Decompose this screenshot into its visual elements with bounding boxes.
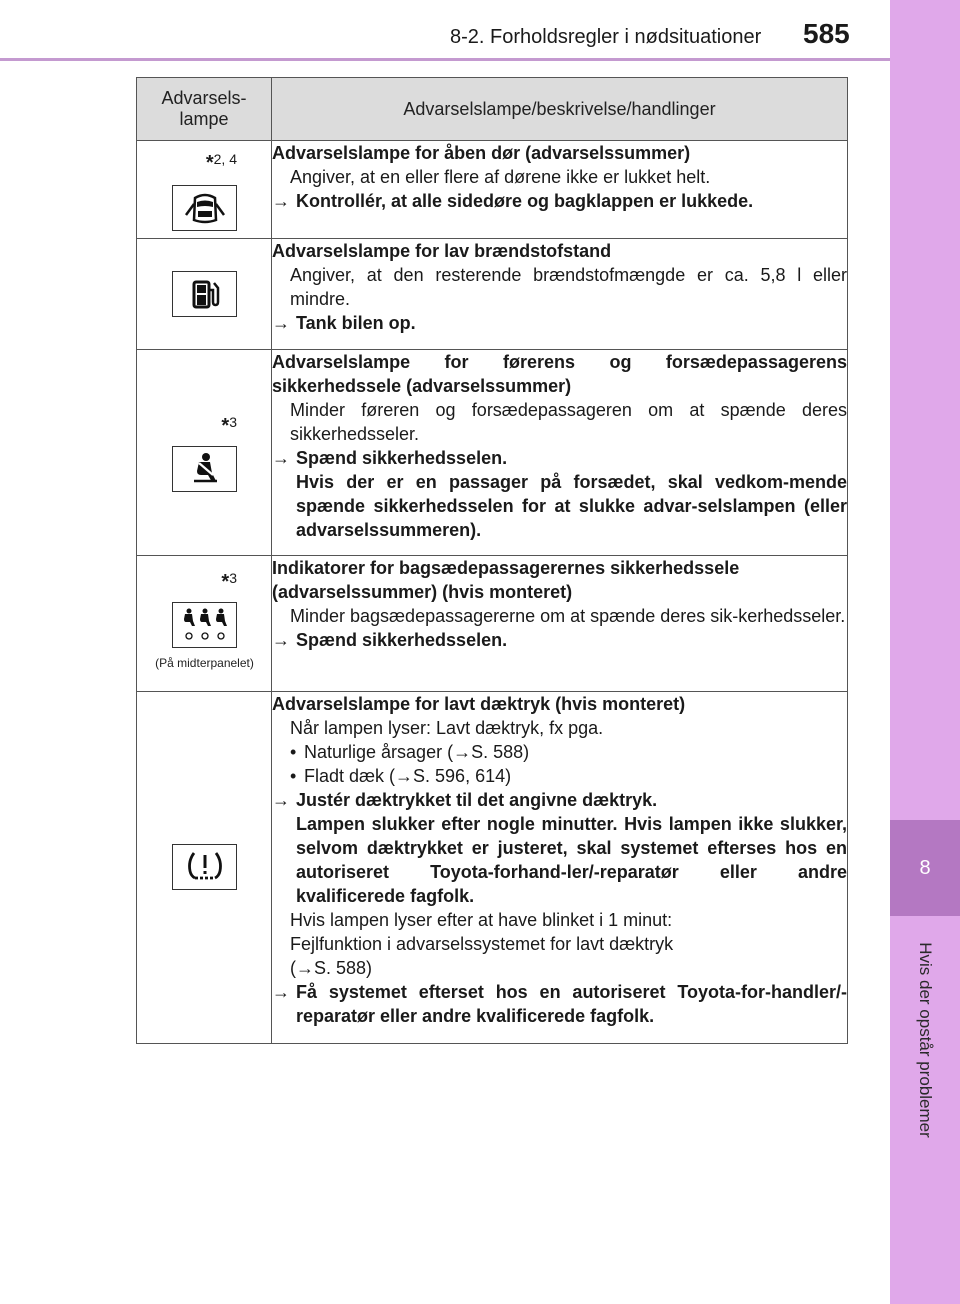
open-door-icon — [172, 185, 237, 231]
tire-pressure-icon — [172, 844, 237, 890]
table-row — [137, 141, 848, 239]
description-cell: Advarselslampe for lav brændstofstand Angiver, at den resterende brændstofmængde er ca. 5,8 l eller mindre. → Tank bilen op. — [272, 239, 848, 350]
chapter-title: Hvis der opstår problemer — [916, 942, 935, 1138]
chapter-number: 8 — [890, 820, 960, 916]
chapter-side-tab — [890, 0, 960, 1304]
table-row — [137, 692, 848, 1044]
table-row — [137, 239, 848, 350]
list-item: • Naturlige årsager (→S. 588) — [272, 740, 847, 764]
description-cell: Advarselslampe for lavt dæktryk (hvis monteret) Når lampen lyser: Lavt dæktryk, fx pga. • Naturlige årsager (→S. 588) • Fladt dæk (→S. 596, 614) → Justér dæktrykket til det angivne dæktryk. Lampen slukker efter nogle minutter. Hvis lampen ikke slukker, selvom dæktrykket er justeret, skal systemet efterses hos en autoriseret Toyota-forhand-ler/-reparatør eller andre kvalificerede fagfolk. Hvis lampen lyser efter at have blinket i 1 minut: Fejlfunktion i advarselssystemet for lavt dæktryk (→S. 588) → Få systemet efterset hos en autoriseret Toyota-for-handler/-reparatør eller andre kvalificerede fagfolk. — [272, 692, 848, 1044]
lamp-cell — [137, 141, 272, 239]
location-note: (På midterpanelet) — [155, 656, 254, 670]
list-item: • Fladt dæk (→S. 596, 614) — [272, 764, 847, 788]
lamp-cell — [137, 692, 272, 1044]
lamp-cell — [137, 556, 272, 692]
lamp-cell — [137, 350, 272, 556]
page-number: 585 — [803, 18, 850, 49]
description-cell: Advarselslampe for førerens og forsædepassagerens sikkerhedssele (advarselssummer) Minder føreren og forsædepassageren om at spænde deres sikkerhedsseler. → Spænd sikkerhedsselen. Hvis der er en passager på forsædet, skal vedkom-mende spænde sikkerhedsselen for at slukke advar-selslampen (eller advarselssummeren). — [272, 350, 848, 556]
header-lamp: Advarsels- lampe — [137, 78, 272, 141]
footnote-ref: *2, 4 — [205, 151, 237, 174]
description-cell: Advarselslampe for åben dør (advarselssummer) Angiver, at en eller flere af dørene ikke er lukket helt. → Kontrollér, at alle sidedøre og bagklappen er lukkede. — [272, 141, 848, 239]
description-cell: Indikatorer for bagsædepassagerernes sikkerhedssele (advarselssummer) (hvis monteret) Minder bagsædepassagererne om at spænde deres sik-kerhedsseler. → Spænd sikkerhedsselen. — [272, 556, 848, 692]
fuel-pump-icon — [172, 271, 237, 317]
rear-seatbelts-icon — [172, 602, 237, 648]
header-rule — [0, 58, 890, 61]
footnote-ref: *3 — [221, 570, 237, 593]
warning-lamp-table — [136, 77, 848, 1044]
seatbelt-icon — [172, 446, 237, 492]
footnote-ref: *3 — [221, 414, 237, 437]
section-title: 8-2. Forholdsregler i nødsituationer — [450, 26, 762, 48]
lamp-cell — [137, 239, 272, 350]
table-row — [137, 350, 848, 556]
header-description: Advarselslampe/beskrivelse/handlinger — [272, 78, 848, 141]
table-row — [137, 556, 848, 692]
